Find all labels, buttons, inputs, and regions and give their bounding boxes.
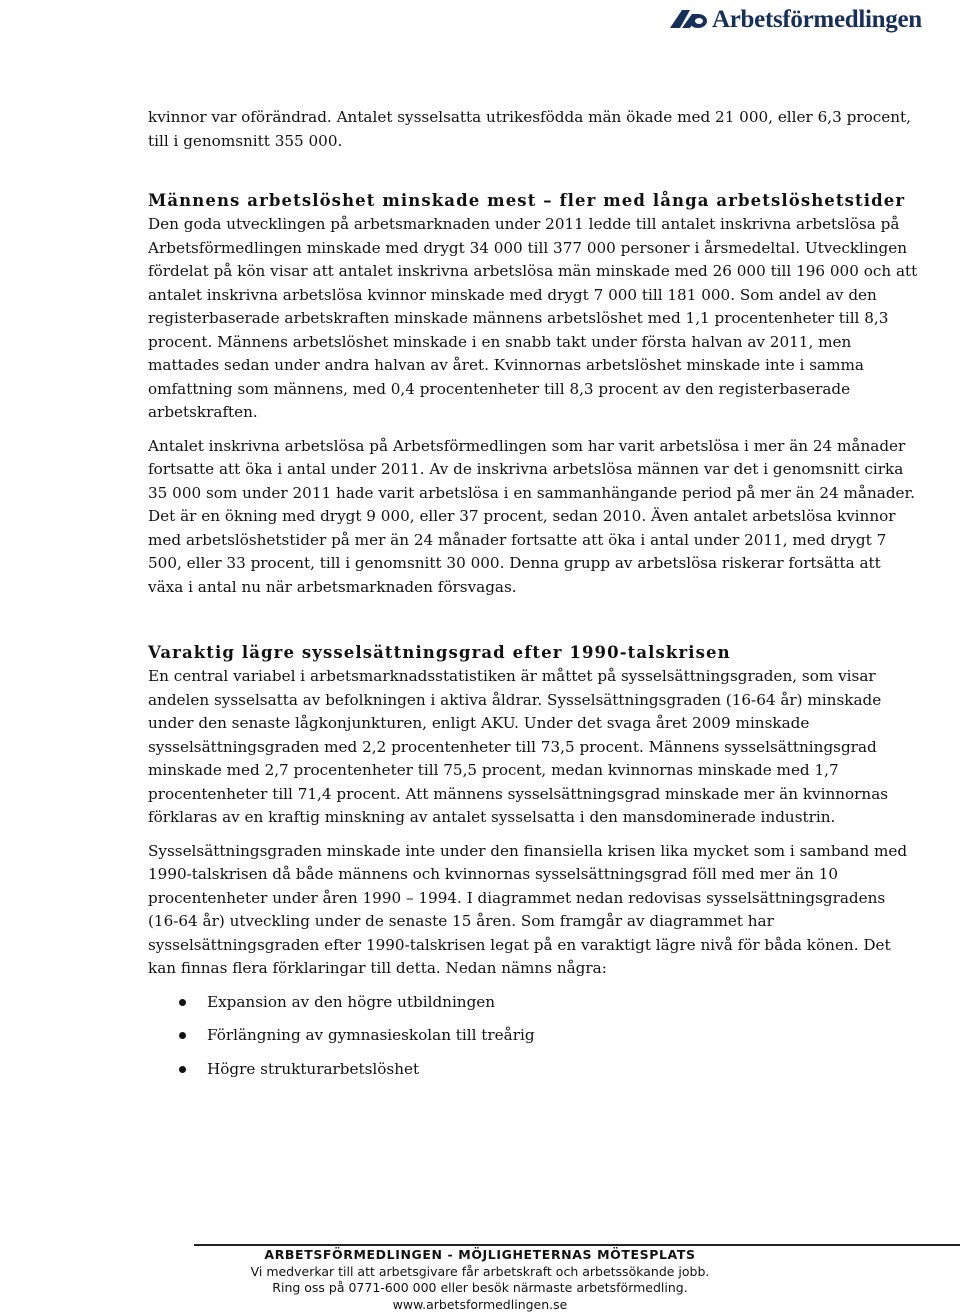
bullet-list xyxy=(148,991,918,1082)
list-item: Högre strukturarbetslöshet xyxy=(148,1058,918,1082)
footer-divider xyxy=(194,1244,960,1246)
arbetsformedlingen-logo-icon xyxy=(668,6,708,34)
list-item: Expansion av den högre utbildningen xyxy=(148,991,918,1015)
section-1-heading: Männens arbetslöshet minskade mest – fler med långa arbetslöshetstider xyxy=(148,191,906,210)
section-1-paragraph-2: Antalet inskrivna arbetslösa på Arbetsförmedlingen som har varit arbetslösa i mer än 24 månader fortsatte att öka i antal under 2011. Av de inskrivna arbetslösa männen var det i genomsnitt cirka 35 000 som under 2011 hade varit arbetslösa i en sammanhängande period på mer än 24 månader. Det är en ökning med drygt 9 000, eller 37 procent, sedan 2010. Även antalet arbetslösa kvinnor med arbetslöshetstider på mer än 24 månader fortsatte att öka i antal under 2011, med drygt 7 500, eller 33 procent, till i genomsnitt 30 000. Denna grupp av arbetslösa riskerar fortsätta att växa i antal nu när arbetsmarknaden försvagas. xyxy=(148,436,915,596)
logo-wordmark: Arbetsförmedlingen xyxy=(712,6,922,33)
footer-mission: Vi medverkar till att arbetsgivare får arbetskraft och arbetssökande jobb. xyxy=(250,1263,710,1279)
section-2-heading: Varaktig lägre sysselsättningsgrad efter 1990-talskrisen xyxy=(148,643,731,662)
document-body xyxy=(148,106,918,1091)
intro-paragraph: kvinnor var oförändrad. Antalet sysselsatta utrikesfödda män ökade med 21 000, eller 6,3 procent, till i genomsnitt 355 000. xyxy=(148,108,911,150)
section-1-paragraph-1: Den goda utvecklingen på arbetsmarknaden under 2011 ledde till antalet inskrivna arbetslösa på Arbetsförmedlingen minskade med drygt 34 000 till 377 000 personer i årsmedeltal. Utvecklingen fördelat på kön visar att antalet inskrivna arbetslösa män minskade med 26 000 till 196 000 och att antalet inskrivna arbetslösa kvinnor minskade med drygt 7 000 till 181 000. Som andel av den registerbaserade arbetskraften minskade männens arbetslöshet med 1,1 procentenheter till 8,3 procent. Männens arbetslöshet minskade i en snabb takt under första halvan av 2011, men mattades sedan under andra halvan av året. Kvinnornas arbetslöshet minskade inte i samma omfattning som männens, med 0,4 procentenheter till 8,3 procent av den registerbaserade arbetskraften. xyxy=(148,215,918,421)
footer-contact: Ring oss på 0771-600 000 eller besök närmaste arbetsförmedling. xyxy=(272,1280,688,1295)
list-item: Förlängning av gymnasieskolan till treårig xyxy=(148,1024,918,1048)
footer-tagline: ARBETSFÖRMEDLINGEN - MÖJLIGHETERNAS MÖTESPLATS xyxy=(264,1247,696,1262)
section-2-paragraph-2: Sysselsättningsgraden minskade inte under den finansiella krisen lika mycket som i samband med 1990-talskrisen då både männens och kvinnornas sysselsättningsgrad föll med mer än 10 procentenheter under åren 1990 – 1994. I diagrammet nedan redovisas sysselsättningsgradens (16-64 år) utveckling under de senaste 15 åren. Som framgår av diagrammet har sysselsättningsgraden efter 1990-talskrisen legat på en varaktigt lägre nivå för båda könen. Det kan finnas flera förklaringar till detta. Nedan nämns några: xyxy=(148,841,908,977)
footer-website-link[interactable]: www.arbetsformedlingen.se xyxy=(392,1296,568,1312)
header-logo xyxy=(668,4,948,40)
section-2-paragraph-1: En central variabel i arbetsmarknadsstatistiken är måttet på sysselsättningsgraden, som visar andelen sysselsatta av befolkningen i aktiva åldrar. Sysselsättningsgraden (16-64 år) minskade under den senaste lågkonjunkturen, enligt AKU. Under det svaga året 2009 minskade sysselsättningsgraden med 2,2 procentenheter till 73,5 procent. Männens sysselsättningsgrad minskade med 2,7 procentenheter till 75,5 procent, medan kvinnornas minskade med 1,7 procentenheter till 71,4 procent. Att männens sysselsättningsgrad minskade mer än kvinnornas förklaras av en kraftig minskning av antalet sysselsatta i den mansdominerade industrin. xyxy=(148,667,889,826)
page-footer xyxy=(0,1247,960,1313)
